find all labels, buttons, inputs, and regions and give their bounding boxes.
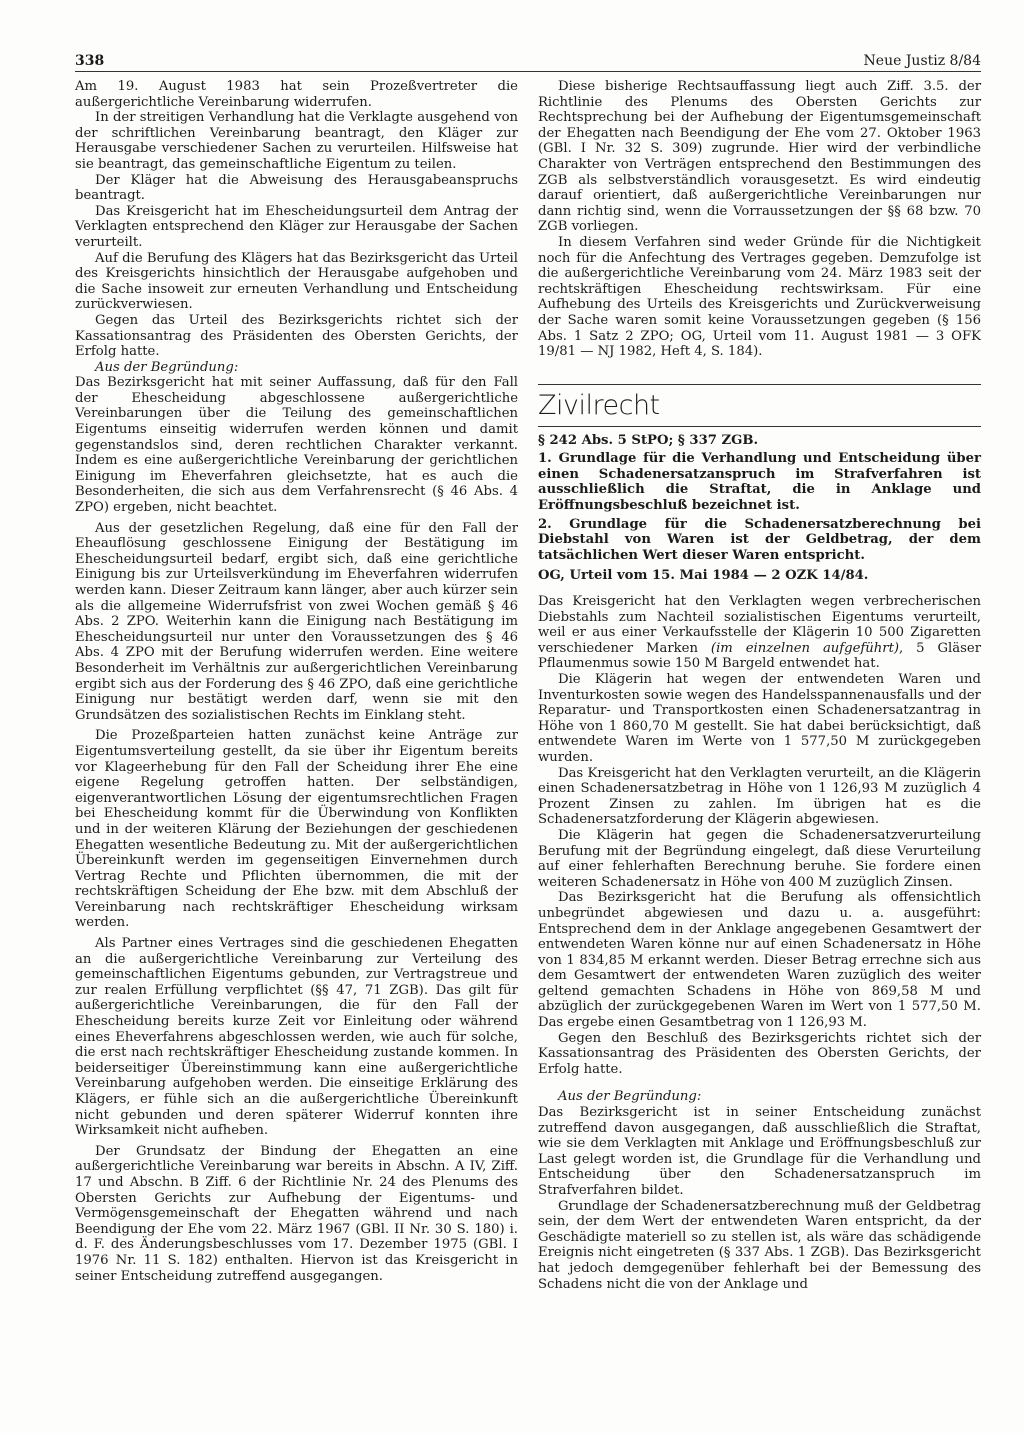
left-paragraph-8: Aus der gesetzlichen Regelung, daß eine für den Fall der Eheauflösung geschlossene Einigung der Bestätigung im Ehescheidungsurteil bedarf, ergibt sich, daß eine gerichtliche Einigung bis zur Urteilsverkündung im Eheverfahren widerrufen werden kann. Dieser Zeitraum kann länger, aber auch kürzer sein als die allgemeine Widerrufsfrist von zwei Wochen gemäß § 46 Abs. 2 ZPO. Weiterhin kann die Einigung nach Bestätigung im Ehescheidungsurteil nur unter den Voraussetzungen des § 46 Abs. 4 ZPO mit der Berufung widerrufen werden. Eine weitere Besonderheit im Verhältnis zur außergerichtlichen Vereinbarung ergibt sich aus der Forderung des § 46 ZPO, daß eine gerichtliche Einigung nur bestätigt werden darf, wenn sie mit den Grundsätzen des sozialistischen Rechts im Einklang steht.	[75, 520, 518, 723]
right-paragraph-9: Das Bezirksgericht ist in seiner Entscheidung zunächst zutreffend davon ausgegangen, daß ausschließlich die Straftat, wie sie dem Verklagten mit Anklage und Eröffnungsbeschluß zur Last gelegt worden ist, die Grundlage für die Verhandlung und Entscheidung über den Schadenersatzanspruch im Strafverfahren bildet.	[538, 1105, 981, 1198]
journal-name: Neue Justiz 8/84	[863, 53, 981, 69]
left-paragraph-5: Auf die Berufung des Klägers hat das Bezirksgericht das Urteil des Kreisgerichts hinsichtlich der Herausgabe aufgehoben und die Sache insoweit zur erneuten Verhandlung und Entscheidung zurückverwiesen.	[75, 250, 518, 313]
right-paragraph-7: Das Bezirksgericht hat die Berufung als offensichtlich unbegründet abgewiesen und dazu u. a. ausgeführt: Entsprechend dem in der Anklage angegebenen Gesamtwert der entwendeten Waren könne nur auf einen Schadenersatz in Höhe von 1 834,85 M erkannt werden. Dieser Betrag errechne sich aus dem Gesamtwert der entwendeten Waren zuzüglich des weiter geltend gemachten Schadens in Höhe von 869,58 M und abzüglich der zurückgegebenen Waren im Wert von 1 577,50 M. Das ergebe einen Gesamtbetrag von 1 126,93 M.	[538, 890, 981, 1031]
page-number: 338	[75, 53, 105, 69]
left-paragraph-1: Am 19. August 1983 hat sein Prozeßvertreter die außergerichtliche Vereinbarung widerrufen.	[75, 79, 518, 110]
section-title: Zivilrecht	[538, 389, 660, 421]
left-subheading: Aus der Begründung:	[95, 359, 239, 375]
headnote-1: 1. Grundlage für die Verhandlung und Entscheidung über einen Schadenersatzanspruch im Strafverfahren ist ausschließlich die Straftat, die in Anklage und Eröffnungsbeschluß bezeichnet ist.	[538, 451, 981, 514]
left-paragraph-4: Das Kreisgericht hat im Ehescheidungsurteil dem Antrag der Verklagten entsprechend den Kläger zur Herausgabe der Sachen verurteilt.	[75, 203, 518, 250]
left-paragraph-3: Der Kläger hat die Abweisung des Herausgabeanspruchs beantragt.	[75, 172, 518, 204]
section-rule-bottom	[538, 426, 981, 427]
right-paragraph-4: Die Klägerin hat wegen der entwendeten Waren und Inventurkosten sowie wegen des Handelsspannenausfalls und der Reparatur- und Transportkosten einen Schadenersatzantrag in Höhe von 1 860,70 M gestellt. Sie hat dabei berücksichtigt, daß entwendete Waren im Werte von 1 577,50 M zurückgegeben wurden.	[538, 672, 981, 765]
right-paragraph-5: Das Kreisgericht hat den Verklagten verurteilt, an die Klägerin einen Schadenersatzbetrag in Höhe von 1 126,93 M zuzüglich 4 Prozent Zinsen zu zahlen. Im übrigen hat es die Schadenersatzforderung der Klägerin abgewiesen.	[538, 765, 981, 828]
court-reference: OG, Urteil vom 15. Mai 1984 — 2 OZK 14/84.	[538, 568, 869, 584]
left-paragraph-6: Gegen das Urteil des Bezirksgerichts richtet sich der Kassationsantrag des Präsidenten des Obersten Gerichts, der Erfolg hatte.	[75, 312, 518, 360]
headnote-2: 2. Grundlage für die Schadenersatzberechnung bei Diebstahl von Waren ist der Geldbetrag, der dem tatsächlichen Wert dieser Waren entspricht.	[538, 516, 981, 563]
left-paragraph-9: Die Prozeßparteien hatten zunächst keine Anträge zur Eigentumsverteilung gestellt, da sie über ihr Eigentum bereits vor Klageerhebung für den Fall der Scheidung ihrer Ehe eine eigene Regelung getroffen hatten. Der selbständigen, eigenverantwortlichen Lösung der eigentumsrechtlichen Fragen bei Ehescheidung kommt für die Überwindung von Konflikten und in der weiteren Klärung der Beziehungen der geschiedenen Ehegatten wesentliche Bedeutung zu. Mit der außergerichtlichen Übereinkunft werden im gegenseitigen Einvernehmen durch Vertrag Rechte und Pflichten übernommen, die mit der rechtskräftigen Scheidung der Ehe bzw. mit dem Abschluß der Vereinbarung nach rechtskräftiger Ehescheidung wirksam werden.	[75, 728, 518, 931]
right-column	[538, 79, 981, 1292]
left-paragraph-10: Als Partner eines Vertrages sind die geschiedenen Ehegatten an die außergerichtliche Vereinbarung zur Verteilung des gemeinschaftlichen Eigentums gebunden, zur Vertragstreue und zur realen Erfüllung verpflichtet (§§ 47, 71 ZGB). Das gilt für außergerichtliche Vereinbarungen, die für den Fall der Ehescheidung bereits kurze Zeit vor Einleitung oder während eines Eheverfahrens abgeschlossen werden, wie auch für solche, die erst nach rechtskräftiger Ehescheidung zustande kommen. In beiderseitiger Übereinstimmung kann eine außergerichtliche Vereinbarung aufgehoben werden. Die einseitige Erklärung des Klägers, er fühle sich an die außergerichtliche Übereinkunft nicht gebunden und deren späterer Widerruf konnten ihre Wirksamkeit nicht aufheben.	[75, 936, 518, 1139]
right-paragraph-6: Die Klägerin hat gegen die Schadenersatzverurteilung Berufung mit der Begründung eingelegt, daß diese Verurteilung auf einer fehlerhaften Berechnung beruhe. Sie fordere einen weiteren Schadenersatz in Höhe von 400 M zuzüglich Zinsen.	[538, 827, 981, 890]
right-paragraph-3	[538, 594, 981, 672]
left-paragraph-11: Der Grundsatz der Bindung der Ehegatten an eine außergerichtliche Vereinbarung war bereits in Abschn. A IV, Ziff. 17 und Abschn. B Ziff. 6 der Richtlinie Nr. 24 des Plenums des Obersten Gerichts zur Aufhebung der Eigentums- und Vermögensgemeinschaft der Ehegatten während und nach Beendigung der Ehe vom 22. März 1967 (GBl. II Nr. 30 S. 180) i. d. F. des Änderungsbeschlusses vom 17. Dezember 1975 (GBl. I 1976 Nr. 11 S. 182) enthalten. Hiervon ist das Kreisgericht in seiner Entscheidung zutreffend ausgegangen.	[75, 1143, 518, 1284]
right-paragraph-3-start: Das Kreisgericht hat den Verklagten wegen verbrecherischen Diebstahls zum Nachteil sozialistischen Eigentums verurteilt, weil er aus einer Verkaufsstelle der Klägerin 10 500 Zigaretten verschiedener Marken	[538, 594, 981, 656]
right-paragraph-1: Diese bisherige Rechtsauffassung liegt auch Ziff. 3.5. der Richtlinie des Plenums des Obersten Gerichts zur Rechtsprechung bei der Aufhebung der Eigentumsgemeinschaft der Ehegatten nach Beendigung der Ehe vom 27. Oktober 1963 (GBl. I Nr. 32 S. 309) zugrunde. Hier wird der verbindliche Charakter von Verträgen entsprechend den Bestimmungen des ZGB als selbstverständlich vorausgesetzt. Es wird eindeutig darauf orientiert, daß außergerichtliche Vereinbarungen nur dann richtig sind, wenn die Vorraussetzungen der §§ 68 bzw. 70 ZGB vorliegen.	[538, 79, 981, 235]
left-column	[75, 79, 518, 1284]
left-paragraph-2: In der streitigen Verhandlung hat die Verklagte ausgehend von der schriftlichen Vereinbarung beantragt, den Kläger zur Herausgabe verschiedener Sachen zu verurteilen. Hilfsweise hat sie beantragt, das gemeinschaftliche Eigentum zu teilen.	[75, 110, 518, 172]
right-paragraph-8: Gegen den Beschluß des Bezirksgerichts richtet sich der Kassationsantrag des Präsidenten des Obersten Gerichts, der Erfolg hatte.	[538, 1030, 981, 1077]
right-subheading: Aus der Begründung:	[558, 1089, 702, 1105]
section-rule-top	[538, 384, 981, 385]
right-paragraph-3-italic: (im einzelnen aufgeführt)	[710, 640, 900, 656]
header-rule	[75, 71, 981, 72]
right-paragraph-2: In diesem Verfahren sind weder Gründe für die Nichtigkeit noch für die Anfechtung des Vertrages gegeben. Demzufolge ist die außergerichtliche Vereinbarung vom 24. März 1983 seit der rechtskräftigen Ehescheidung rechtswirksam. Für eine Aufhebung des Urteils des Kreisgerichts und Zurückverweisung der Sache waren somit keine Voraussetzungen gegeben (§ 156 Abs. 1 Satz 2 ZPO; OG, Urteil vom 11. August 1981 — 3 OFK 19/81 — NJ 1982, Heft 4, S. 184).	[538, 234, 981, 360]
legal-norms: § 242 Abs. 5 StPO; § 337 ZGB.	[538, 432, 759, 448]
right-paragraph-10: Grundlage der Schadenersatzberechnung muß der Geldbetrag sein, der dem Wert der entwendeten Waren entspricht, da der Geschädigte materiell so zu stellen ist, als wäre das schädigende Ereignis nicht eingetreten (§ 337 Abs. 1 ZGB). Das Bezirksgericht hat jedoch demgegenüber fehlerhaft bei der Bemessung des Schadens nicht die von der Anklage und	[538, 1198, 981, 1292]
right-paragraph-3-end: , 5 Gläser Pflaumenmus sowie 150 M Bargeld entwendet hat.	[538, 640, 981, 672]
left-paragraph-7: Das Bezirksgericht hat mit seiner Auffassung, daß für den Fall der Ehescheidung abgeschlossene außergerichtliche Vereinbarungen über die Teilung des gemeinschaftlichen Eigentums einseitig widerrufen werden können und damit gegenstandslos sind, deren rechtlichen Charakter verkannt. Indem es eine außergerichtliche Vereinbarung der gerichtlichen Einigung im Eheverfahren gleichsetzte, hat es auch die Besonderheiten, die sich aus dem Verfahrensrecht (§ 46 Abs. 4 ZPO) ergeben, nicht beachtet.	[75, 375, 518, 516]
page-header	[75, 52, 981, 72]
